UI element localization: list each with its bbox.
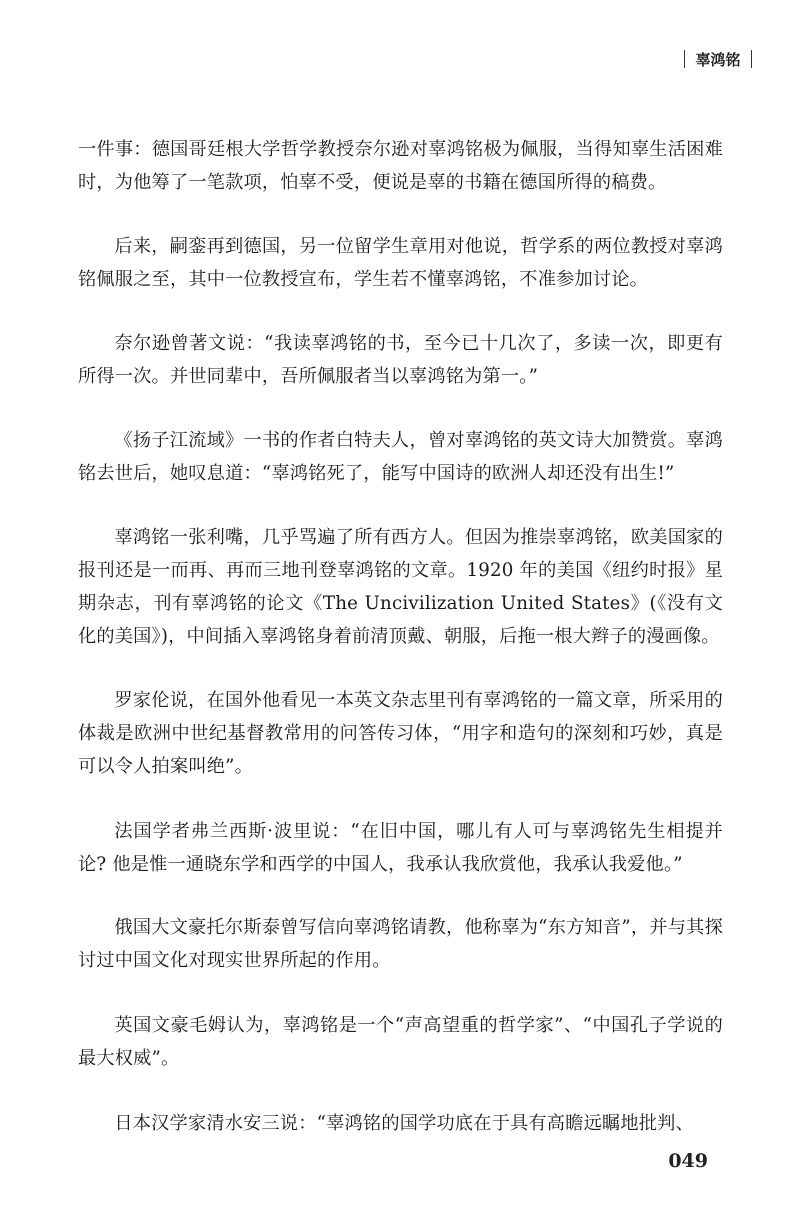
paragraph-2: 后来，嗣銮再到德国，另一位留学生章用对他说，哲学系的两位教授对辜鸿铭佩服之至，其中一位教授宣布，学生若不懂辜鸿铭，不准参加讨论。 <box>78 236 723 290</box>
paragraph-5: 辜鸿铭一张利嘴，几乎骂遍了所有西方人。但因为推崇辜鸿铭，欧美国家的报刊还是一而再、再而三地刊登辜鸿铭的文章。1920 年的美国《纽约时报》星期杂志，刊有辜鸿铭的论文《The Uncivilization United States》(《没有文化的美国》)，中间插入辜鸿铭身着前清顶戴、朝服，后拖一根大辫子的漫画像。 <box>78 527 723 647</box>
paragraph-7: 法国学者弗兰西斯·波里说：“在旧中国，哪儿有人可与辜鸿铭先生相提并论? 他是惟一通晓东学和西学的中国人，我承认我欣赏他，我承认我爱他。” <box>78 821 723 875</box>
paragraph-3: 奈尔逊曾著文说：“我读辜鸿铭的书，至今已十几次了，多读一次，即更有所得一次。并世同辈中，吾所佩服者当以辜鸿铭为第一。” <box>78 333 723 387</box>
paragraph-10: 日本汉学家清水安三说：“辜鸿铭的国学功底在于具有高瞻远瞩地批判、 <box>114 1113 694 1134</box>
paragraph-9: 英国文豪毛姆认为，辜鸿铭是一个“声高望重的哲学家”、“中国孔子学说的最大权威”。 <box>78 1015 723 1069</box>
running-head <box>674 46 762 72</box>
paragraph-8: 俄国大文豪托尔斯泰曾写信向辜鸿铭请教，他称辜为“东方知音”，并与其探讨过中国文化对现实世界所起的作用。 <box>78 917 723 971</box>
paragraph-1: 一件事：德国哥廷根大学哲学教授奈尔逊对辜鸿铭极为佩服，当得知辜生活困难时，为他筹了一笔款项，怕辜不受，便说是辜的书籍在德国所得的稿费。 <box>78 139 723 193</box>
paragraph-4: 《扬子江流域》一书的作者白特夫人，曾对辜鸿铭的英文诗大加赞赏。辜鸿铭去世后，她叹息道：“辜鸿铭死了，能写中国诗的欧洲人却还没有出生!” <box>78 430 723 484</box>
running-head-right-rule <box>751 50 753 68</box>
running-title: 辜鸿铭 <box>695 50 741 69</box>
paragraph-6: 罗家伦说，在国外他看见一本英文杂志里刊有辜鸿铭的一篇文章，所采用的体裁是欧洲中世纪基督教常用的问答传习体，“用字和造句的深刻和巧妙，真是可以令人拍案叫绝”。 <box>78 690 723 777</box>
running-head-left-rule <box>684 50 686 68</box>
page-number: 049 <box>668 1150 708 1172</box>
